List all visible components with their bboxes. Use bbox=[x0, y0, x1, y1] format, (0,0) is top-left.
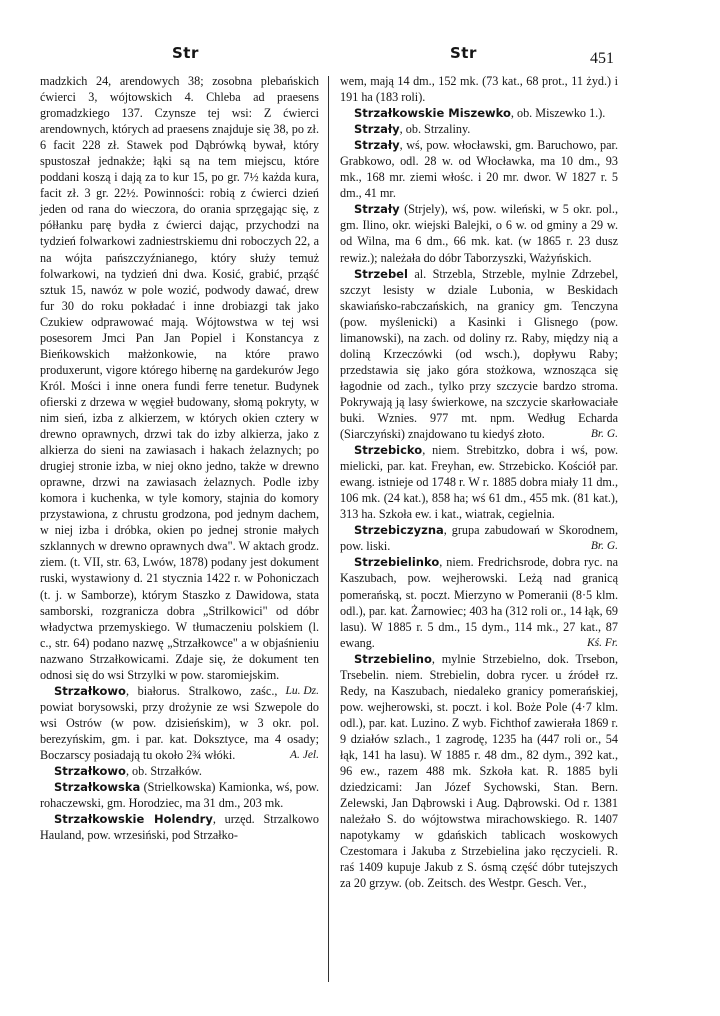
entry-text: , ob. Strzałków. bbox=[125, 764, 202, 779]
entry-headword: Strzebielinko bbox=[354, 555, 440, 570]
entry-headword: Strzebel bbox=[354, 266, 408, 281]
page-number: 451 bbox=[590, 50, 614, 67]
entry-author: Br. G. bbox=[590, 428, 618, 441]
running-head-left: Str bbox=[172, 44, 199, 62]
entry-headword: Strzałkowo bbox=[54, 683, 126, 698]
entry-headword: Strzałkowskie Holendry bbox=[54, 812, 213, 827]
dictionary-entry bbox=[340, 266, 618, 443]
entry-continuation: wem, mają 14 dm., 152 mk. (73 kat., 68 prot., 11 żyd.) i 191 ha (183 roli). bbox=[340, 74, 618, 105]
dictionary-entry bbox=[340, 121, 618, 137]
column-divider bbox=[328, 76, 329, 982]
entry-author: Br. G. bbox=[590, 540, 618, 553]
right-column bbox=[340, 73, 618, 891]
entry-headword: Strzały bbox=[354, 122, 400, 137]
entry-text: , niem. Fredrichsrode, dobra ryc. na Kaszubach, pow. wejherowski. Leżą nad granicą pomerańską, st. poczt. Mierzyno w Pomeranii (8·5 klm. odl.), par. kat. Żarnowiec; 403 ha (312 roli or., 14 łąk, 69 lasu). W 1885 r. 5 dm., 15 dym., 114 mk., 27 kat., 87 ewang. bbox=[340, 555, 618, 650]
left-column bbox=[40, 73, 319, 843]
entry-headword: Strzebielino bbox=[354, 651, 432, 666]
dictionary-entry bbox=[40, 811, 319, 843]
entry-headword: Strzałkowskie Miszewko bbox=[354, 106, 511, 121]
entry-text: , ob. Miszewko 1.). bbox=[510, 106, 606, 121]
entry-headword: Strzały bbox=[354, 202, 400, 217]
entry-headword: Strzebicko bbox=[354, 443, 423, 458]
entry-text: , grupa zabudowań w Skorodnem, pow. liski. bbox=[340, 523, 618, 554]
entry-text: , ob. Strzaliny. bbox=[399, 122, 471, 137]
dictionary-entry bbox=[40, 779, 319, 811]
entry-text: , mylnie Strzebielno, dok. Trsebon, Trsebelin. niem. Strebielin, dobra rycer. u źródeł rz. Redy, na Kaszubach, niedaleko granicy pomerańskiej, pow. wejherowski, st. poczt. i kol. Boże Pole (4·7 klm. odl.), par. kat. Luzino. Z wyb. Fichthof zawierała 1869 r. 9 działów szlach., 1 zagrodę, 1235 ha (447 roli or., 54 łąk, 141 ha lasu). W 1885 r. 48 dm., 82 dym., 392 kat., 96 ew., razem 488 mk. Szkoła kat. R. 1885 byli dziedzicami: Jan Józef Sychowski, Stan. Bern. Zelewski, Jan Dąbrowski i Aug. Dąbrowski. Od r. 1381 należało S. do wójtowstwa mirachowskiego. R. 1407 napotykamy w gdańskich tablicach woskowych Czestomara i Jakuba z Strzebielina jako ręczycieli. R. raś 1409 kupuje Jakub z S. ósmą część dóbr tutejszych za 20 grzyw. (ob. Zeitsch. des Westpr. Gesch. Ver., bbox=[340, 651, 618, 891]
dictionary-entry bbox=[340, 201, 618, 265]
dictionary-entry bbox=[40, 763, 319, 779]
dictionary-entry bbox=[340, 137, 618, 201]
entry-headword: Strzały bbox=[354, 138, 400, 153]
entry-text: madzkich 24, arendowych 38; zosobna plebańskich ćwierci 3, wójtowskich 4. Chleba ad praesens gromadzkiego 137. Czynsze tej wsi: Z ćwierci arendownych, których ad praesens znajduje się 38, po zł. 6 facit 228 zł. Stawek pod Dąbrówką bywał, który spustoszał jednakże; łąki są na tem miejscu, które poddani koszą i dają za to kur 15, po gr. 7½ każda kura, facit zł. 3 gr. 22½. Powinności: robią z ćwierci dzień jeden od rana do wieczora, do orania sprzęgając się, z półłanku parę bydła z ćwierci dając, przychodzi na tydzień folwarkowi zadniestrskiemu dni roboczych 22, a na wójta pańszczyźnianego, który służy temuż folwarkowi, na tydzień dni dwa. Kosić, grabić, prząść sztuk 15, nawóz w pole wozić, podwody dawać, drew fur 30 do roku pokładać i inne drobiazgi tak jako Czukiew odprawować mają. Wójtowstwa w tej wsi posesorem Jmci Pan Jan Popiel i Konstancya z Bieńkowskich małżonkowie, na które prawo produxerunt, vigore którego hibernę na gardekurów Jego Król. Mości i inne onera fundi ferre tenetur. Budynek ofierski z drzewa w węgieł budowany, słomą pokryty, w nim sień, izba z alkierzem, w których okien cztery w drewno oprawnych, drzwi tak do izby alkierza, jako z alkierza do sieni na zawiasach i hakach żelaznych; po drugiej stronie izba, w niej okno jedno, także w drewno oprawne, drzwi na zawiasach żelaznych. Podle izby komora i kuchenka, w tyle komory, stajnia do komory przystawiona, z chrustu grodzona, pod jednym dachem, w niej izba i dróbka, okien po jednej stronie małych szklannych w drewno oprawnych dwa". W aktach grodz. ziem. (t. VII, str. 63, Lwów, 1878) podany jest dokument ruski, wystawiony d. 21 stycznia 1422 r. w Pohoniczach (t. j. w Samborze), którym Staszko z Dawidowa, stata samborski, rozgranicza dobra „Strilkowici" od dóbr władyctwa przemyskiego. W tłumaczeniu polskiem (l. c., str. 64) podano nazwę „Strzałkowce" a w objaśnieniu nazwano Strzałkowicami. Zdaje się, że dokument ten odnosi się do wsi Strzylki w pow. staromiejskim. bbox=[40, 74, 319, 682]
entry-author: A. Jel. bbox=[289, 748, 319, 761]
dictionary-entry bbox=[340, 651, 618, 892]
dictionary-entry bbox=[340, 105, 618, 121]
running-head-right: Str bbox=[450, 44, 477, 62]
entry-author: Lu. Dz. bbox=[285, 684, 319, 697]
entry-headword: Strzałkowo bbox=[54, 764, 126, 779]
entry-text: , białorus. Stralkowo, zaśc., powiat borysowski, przy drożynie ze wsi Szwepole do wsi Ostrów (w pow. dzisieńskim), w 3 okr. pol. berezyńskim, gm. i par. kat. Doksztyce, ma 4 osady; Boczarscy posiadają tu około 2¾ włóki. bbox=[40, 683, 319, 762]
dictionary-entry bbox=[340, 554, 618, 650]
dictionary-entry bbox=[340, 522, 618, 554]
entry-text: (Strjely), wś, pow. wileński, w 5 okr. pol., gm. Ilino, okr. wiejski Balejki, o 6 w. od gminy a 29 w. od Wilna, ma 6 dm., 66 mk. kat. (w 1865 r. 23 dusz rewiz.); należała do dóbr Taborzyszki, Ważyńskich. bbox=[340, 202, 618, 265]
entry-headword: Strzebiczyzna bbox=[354, 523, 444, 538]
dictionary-entry bbox=[340, 73, 618, 105]
dictionary-entry bbox=[40, 683, 319, 763]
entry-text: , urzęd. Strzalkowo Hauland, pow. wrzesiński, pod Strzałko- bbox=[40, 812, 319, 843]
entry-text: al. Strzebla, Strzeble, mylnie Zdrzebel, szczyt lesisty w dziale Lubonia, w Beskidach skawiańsko-rabczańskich, na granicy gm. Tenczyna (pow. myślenicki) a Kasinki i Glisnego (pow. limanowski), na zach. od doliny rz. Raby, między nią a doliną Krzeczówki (od wsch.), dopływu Raby; przedstawia się jako góra stożkowa, wznosząca się łagodnie od zach., tylko przy szczycie bardzo stroma. Pokrywają ją lasy świerkowe, na szczycie skarłowaciałe buki. Wznies. 977 mt. npm. Według Echarda (Siarczyński) znajdowano tu kiedyś złoto. bbox=[340, 266, 618, 442]
entry-text: , wś, pow. włocławski, gm. Baruchowo, par. Grabkowo, odl. 28 w. od Włocławka, ma 10 dm., 93 mk., 168 mr. ziemi włośc. i 20 mr. dwor. W 1827 r. 5 dm., 41 mr. bbox=[340, 138, 618, 201]
entry-author: Kś. Fr. bbox=[587, 636, 618, 649]
dictionary-entry bbox=[340, 442, 618, 522]
entry-headword: Strzałkowska bbox=[54, 780, 141, 795]
entry-text: , niem. Strebitzko, dobra i wś, pow. mielicki, par. kat. Freyhan, ew. Strzebicko. Kościół par. ewang. istnieje od 1748 r. W r. 1885 dobra miały 11 dm., 106 mk. (24 kat.), 858 ha; wś 61 dm., 455 mk. (81 kat.), 313 ha. Szkoła ew. i kat., wiatrak, cegielnia. bbox=[340, 443, 618, 522]
entry-text: (Strielkowska) Kamionka, wś, pow. rohaczewski, gm. Horodziec, ma 31 dm., 203 mk. bbox=[40, 780, 319, 811]
